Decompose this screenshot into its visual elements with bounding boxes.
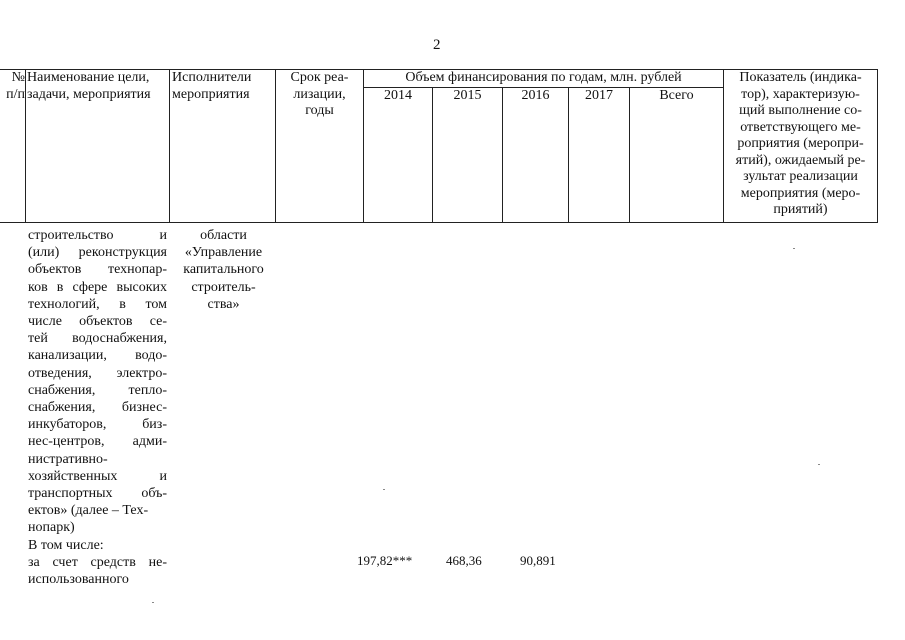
col-divider [629, 87, 630, 223]
total-header: Всего [659, 88, 694, 103]
col-executors-header: Исполнители мероприятия [172, 70, 252, 102]
col-divider [502, 87, 503, 223]
page-number: 2 [433, 37, 441, 53]
activity-executor: области «Управление капитального строитель- ства» [183, 228, 264, 312]
scan-speck [793, 248, 795, 249]
col-divider [568, 87, 569, 223]
scan-speck [383, 489, 385, 490]
scan-speck [152, 602, 154, 603]
year-2014-header: 2014 [384, 88, 412, 103]
col-divider [169, 69, 170, 223]
activity-description: строительство и (или) реконструкция объектов технопар- ков в сфере высоких технологий, в том числе объектов се- тей водоснабжения, канализации, водо- отведения, электро- снабжения, тепло- снабжения, бизнес- инкубаторов, биз- нес-центров, адми- нистративно- хозяйственных и транспортных объ- ектов» (далее – Тех- нопарк) В том числе: за счет средств не- использованного [28, 228, 167, 588]
col-number-header: № п/п [6, 70, 25, 102]
value-2014: 197,82*** [357, 553, 413, 568]
col-divider [25, 69, 26, 223]
col-name-header: Наименование цели, задачи, мероприятия [27, 70, 151, 102]
year-2016-header: 2016 [521, 88, 550, 103]
value-2016: 90,891 [520, 553, 556, 568]
col-divider [432, 87, 433, 223]
value-2015: 468,36 [446, 553, 482, 568]
funding-header: Объем финансирования по годам, млн. рублей [405, 70, 682, 85]
scan-speck [818, 464, 820, 465]
col-term-header: Срок реа- лизации, годы [290, 70, 349, 118]
col-divider [877, 69, 878, 223]
year-2017-header: 2017 [585, 88, 613, 103]
year-2015-header: 2015 [453, 88, 482, 103]
header-bottom-border [0, 222, 878, 223]
col-indicator-header: Показатель (индика- тор), характеризую- щий выполнение со- ответствующего ме- роприятия (меропри- ятий), ожидаемый ре- зультат реализации мероприятия (меро- приятий) [735, 70, 866, 217]
